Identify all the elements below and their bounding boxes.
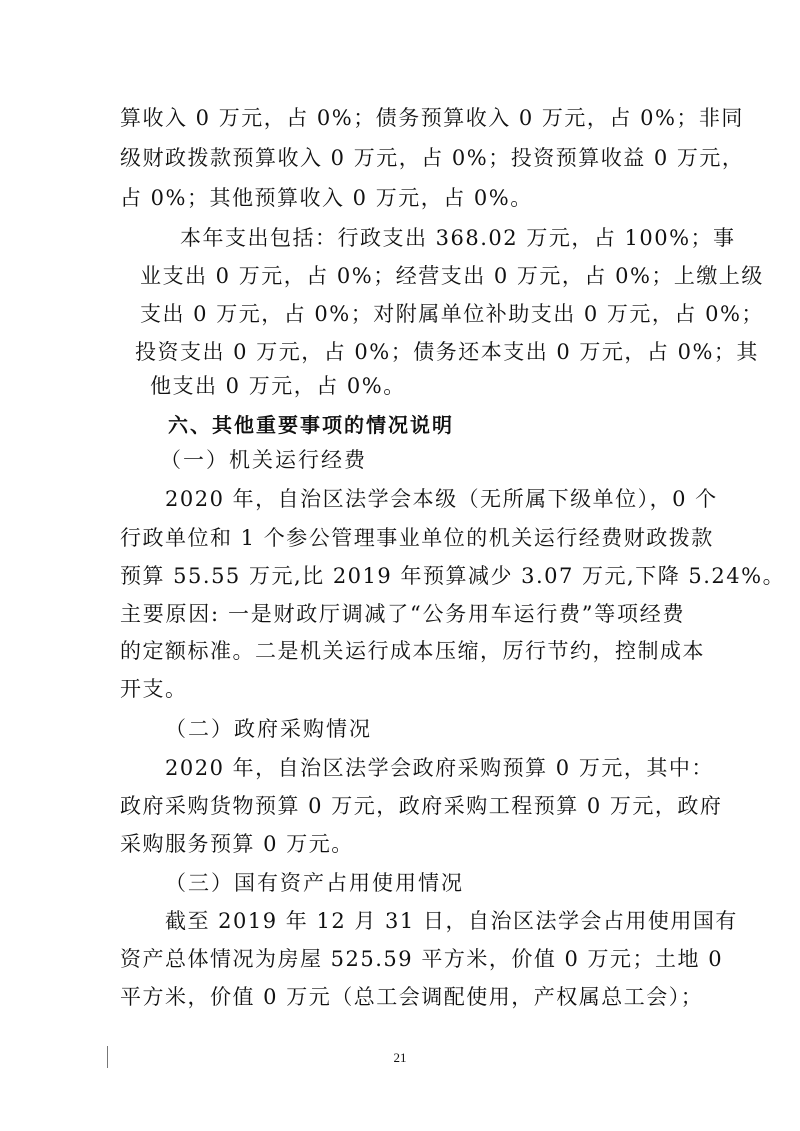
- text-line: 政府采购货物预算 0 万元，政府采购工程预算 0 万元，政府: [120, 794, 723, 818]
- text-line: 算收入 0 万元，占 0%；债务预算收入 0 万元，占 0%；非同: [120, 106, 744, 130]
- subsection-title: （二）政府采购情况: [165, 717, 372, 741]
- text-line: 的定额标准。二是机关运行成本压缩，厉行节约，控制成本: [120, 639, 705, 663]
- subsection-title: （三）国有资产占用使用情况: [165, 871, 464, 895]
- text-line: 2020 年，自治区法学会政府采购预算 0 万元，其中：: [165, 756, 714, 780]
- text-line: 本年支出包括：行政支出 368.02 万元，占 100%；事: [180, 226, 736, 250]
- text-line: 截至 2019 年 12 月 31 日，自治区法学会占用使用国有: [165, 909, 738, 933]
- text-line: 行政单位和 1 个参公管理事业单位的机关运行经费财政拨款: [120, 526, 714, 550]
- section-heading: 六、其他重要事项的情况说明: [168, 413, 454, 437]
- text-line: 2020 年，自治区法学会本级（无所属下级单位），0 个: [165, 487, 718, 511]
- text-line: 级财政拨款预算收入 0 万元，占 0%；投资预算收益 0 万元，: [120, 146, 745, 170]
- text-line: 主要原因: 一是财政厅调减了“公务用车运行费”等项经费: [120, 602, 685, 626]
- page-number: 21: [393, 1050, 407, 1065]
- text-line: 资产总体情况为房屋 525.59 平方米，价值 0 万元；土地 0: [120, 947, 724, 971]
- text-line: 占 0%；其他预算收入 0 万元，占 0%。: [120, 186, 533, 210]
- subsection-title: （一）机关运行经费: [160, 448, 367, 472]
- text-line: 业支出 0 万元，占 0%；经营支出 0 万元，占 0%；上缴上级: [140, 264, 764, 288]
- text-line: 开支。: [120, 677, 188, 701]
- text-line: 他支出 0 万元，占 0%。: [150, 374, 406, 398]
- text-line: 投资支出 0 万元，占 0%；债务还本支出 0 万元，占 0%；其: [135, 340, 759, 364]
- text-line: 预算 55.55 万元,比 2019 年预算减少 3.07 万元,下降 5.24%。: [120, 564, 786, 588]
- text-line: 支出 0 万元，占 0%；对附属单位补助支出 0 万元，占 0%；: [140, 302, 764, 326]
- text-line: 平方米，价值 0 万元（总工会调配使用，产权属总工会）；: [120, 985, 704, 1009]
- text-line: 采购服务预算 0 万元。: [120, 832, 354, 856]
